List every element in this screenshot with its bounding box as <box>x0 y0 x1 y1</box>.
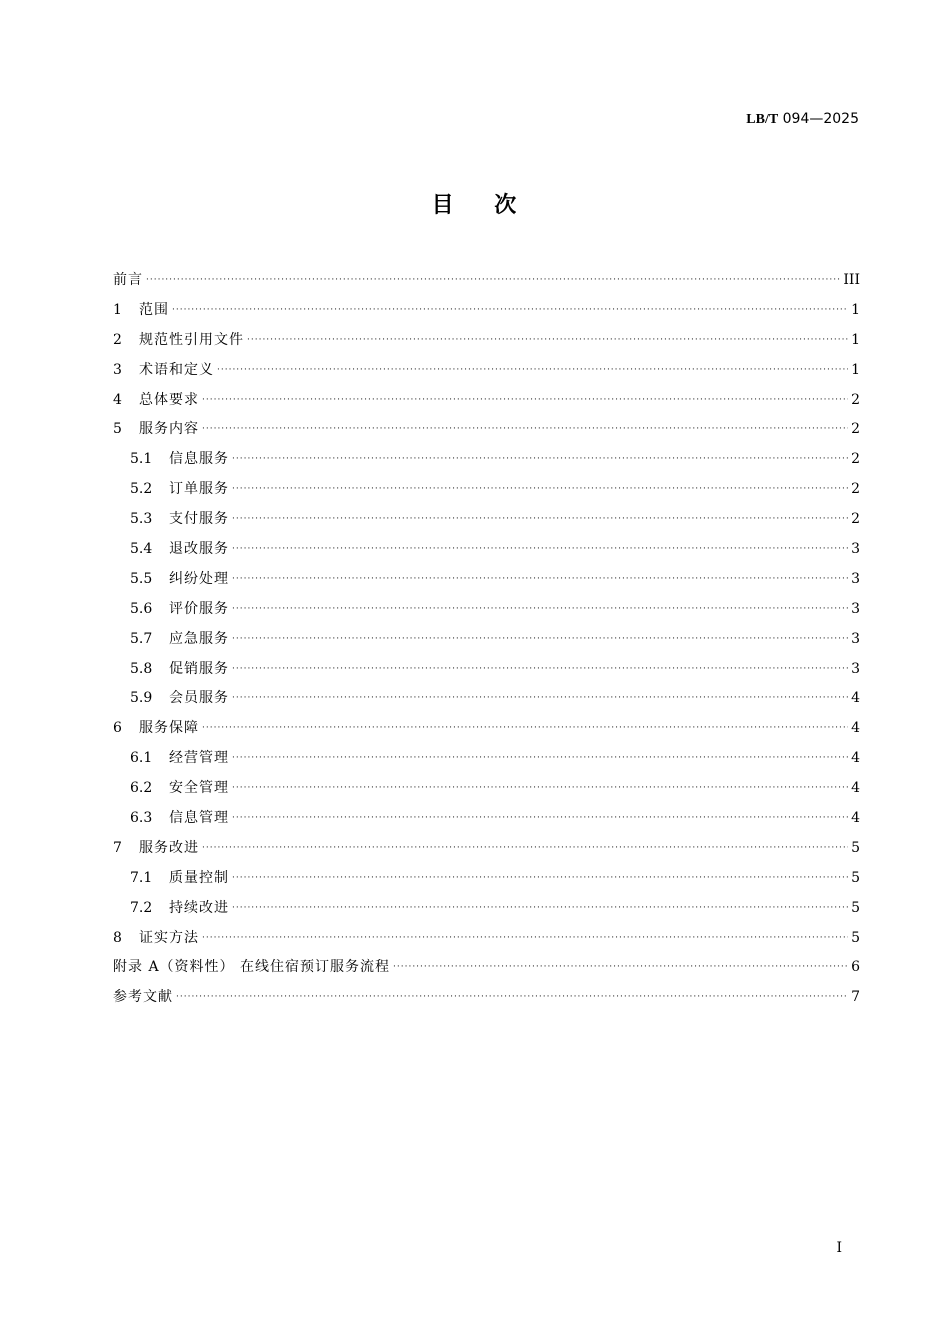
toc-entry-5[interactable] <box>113 414 860 444</box>
toc-page-number: III <box>843 271 860 288</box>
toc-number: 6 <box>113 720 122 737</box>
toc-page-number: 6 <box>851 959 860 976</box>
toc-number: 5 <box>113 421 122 438</box>
toc-leader-dots <box>176 987 848 1007</box>
toc-number: 7.1 <box>130 869 153 886</box>
toc-page-number: 4 <box>851 750 860 767</box>
toc-page-number: 2 <box>851 391 860 408</box>
toc-page-number: 5 <box>851 839 860 856</box>
toc-leader-dots <box>232 569 848 589</box>
toc-label: 订单服务 <box>169 481 229 498</box>
toc-entry-7-1[interactable] <box>113 863 860 893</box>
toc-leader-dots <box>232 868 848 888</box>
toc-page-number: 3 <box>851 600 860 617</box>
toc-entry-5-4[interactable] <box>113 534 860 564</box>
toc-entry-5-5[interactable] <box>113 564 860 594</box>
toc-leader-dots <box>172 300 848 320</box>
toc-label: 支付服务 <box>169 511 229 528</box>
page-number: I <box>836 1240 842 1256</box>
toc-leader-dots <box>232 688 848 708</box>
toc-page-number: 1 <box>851 331 860 348</box>
toc-leader-dots <box>217 360 848 380</box>
toc-page-number: 4 <box>851 780 860 797</box>
toc-label: 服务保障 <box>139 720 199 737</box>
toc-page-number: 3 <box>851 660 860 677</box>
toc-page-number: 3 <box>851 540 860 557</box>
toc-entry-5-9[interactable] <box>113 683 860 713</box>
toc-entry-6[interactable] <box>113 713 860 743</box>
toc-label: 持续改进 <box>169 899 229 916</box>
toc-leader-dots <box>232 629 848 649</box>
toc-label: 纠纷处理 <box>169 570 229 587</box>
toc-leader-dots <box>202 838 848 858</box>
toc-label: 范围 <box>139 301 169 318</box>
toc-label: 服务改进 <box>139 839 199 856</box>
toc-leader-dots <box>247 330 848 350</box>
toc-entry-5-8[interactable] <box>113 654 860 684</box>
toc-leader-dots <box>232 898 848 918</box>
page-title: 目 次 <box>431 193 519 218</box>
toc-entry-7-2[interactable] <box>113 893 860 923</box>
toc-number: 2 <box>113 331 122 348</box>
toc-entry-bibliography[interactable] <box>113 982 860 1012</box>
toc-label: 证实方法 <box>139 929 199 946</box>
toc-entry-8[interactable] <box>113 923 860 953</box>
toc-label: 促销服务 <box>169 660 229 677</box>
toc-label: 参考文献 <box>113 989 173 1006</box>
toc-entry-5-1[interactable] <box>113 444 860 474</box>
toc-entry-4[interactable] <box>113 385 860 415</box>
toc-page-number: 5 <box>851 929 860 946</box>
toc-page-number: 4 <box>851 809 860 826</box>
toc-page-number: 1 <box>851 361 860 378</box>
toc-number: 7.2 <box>130 899 153 916</box>
toc-number: 5.4 <box>130 540 153 557</box>
toc-page-number: 3 <box>851 570 860 587</box>
toc-number: 1 <box>113 301 122 318</box>
toc-leader-dots <box>202 928 848 948</box>
toc-label: 服务内容 <box>139 421 199 438</box>
toc-page-number: 5 <box>851 899 860 916</box>
toc-label: 会员服务 <box>169 690 229 707</box>
table-of-contents <box>113 265 860 1012</box>
toc-entry-3[interactable] <box>113 355 860 385</box>
toc-number: 6.3 <box>130 809 153 826</box>
toc-leader-dots <box>232 599 848 619</box>
toc-leader-dots <box>232 509 848 529</box>
toc-entry-1[interactable] <box>113 295 860 325</box>
toc-leader-dots <box>232 449 848 469</box>
toc-entry-foreword[interactable] <box>113 265 860 295</box>
toc-page-number: 7 <box>851 989 860 1006</box>
toc-leader-dots <box>393 957 848 977</box>
toc-label: 评价服务 <box>169 600 229 617</box>
toc-entry-6-1[interactable] <box>113 743 860 773</box>
toc-leader-dots <box>232 808 848 828</box>
toc-entry-5-3[interactable] <box>113 504 860 534</box>
toc-label: 安全管理 <box>169 780 229 797</box>
toc-page-number: 4 <box>851 720 860 737</box>
toc-number: 6.1 <box>130 750 153 767</box>
toc-entry-7[interactable] <box>113 833 860 863</box>
toc-number: 5.6 <box>130 600 153 617</box>
toc-number: 4 <box>113 391 122 408</box>
toc-page-number: 1 <box>851 301 860 318</box>
toc-entry-6-2[interactable] <box>113 773 860 803</box>
toc-page-number: 3 <box>851 630 860 647</box>
toc-number: 5.5 <box>130 570 153 587</box>
toc-leader-dots <box>202 419 848 439</box>
toc-leader-dots <box>232 778 848 798</box>
toc-label: 规范性引用文件 <box>139 331 244 348</box>
toc-leader-dots <box>202 390 848 410</box>
toc-page-number: 5 <box>851 869 860 886</box>
toc-number: 8 <box>113 929 122 946</box>
toc-label: 总体要求 <box>139 391 199 408</box>
toc-leader-dots <box>202 718 848 738</box>
toc-number: 5.3 <box>130 511 153 528</box>
toc-number: 7 <box>113 839 122 856</box>
toc-leader-dots <box>146 270 840 290</box>
toc-page-number: 2 <box>851 481 860 498</box>
toc-entry-5-6[interactable] <box>113 594 860 624</box>
toc-entry-2[interactable] <box>113 325 860 355</box>
toc-label: 附录 A（资料性） 在线住宿预订服务流程 <box>113 959 391 976</box>
toc-label: 信息管理 <box>169 809 229 826</box>
standard-prefix: LB/T <box>746 112 779 127</box>
toc-page-number: 2 <box>851 511 860 528</box>
toc-number: 6.2 <box>130 780 153 797</box>
standard-code <box>746 109 859 130</box>
toc-entry-appendix-a[interactable] <box>113 952 860 982</box>
toc-entry-5-2[interactable] <box>113 474 860 504</box>
toc-page-number: 4 <box>851 690 860 707</box>
toc-entry-5-7[interactable] <box>113 624 860 654</box>
toc-label: 信息服务 <box>169 451 229 468</box>
toc-label: 退改服务 <box>169 540 229 557</box>
toc-label: 应急服务 <box>169 630 229 647</box>
toc-number: 5.8 <box>130 660 153 677</box>
toc-page-number: 2 <box>851 451 860 468</box>
toc-leader-dots <box>232 479 848 499</box>
toc-leader-dots <box>232 539 848 559</box>
toc-label: 质量控制 <box>169 869 229 886</box>
toc-number: 3 <box>113 361 122 378</box>
toc-label: 经营管理 <box>169 750 229 767</box>
standard-number: 094—2025 <box>782 111 859 127</box>
toc-number: 5.9 <box>130 690 153 707</box>
toc-leader-dots <box>232 659 848 679</box>
toc-number: 5.1 <box>130 451 153 468</box>
toc-label: 前言 <box>113 271 143 288</box>
toc-label: 术语和定义 <box>139 361 214 378</box>
toc-number: 5.2 <box>130 481 153 498</box>
toc-leader-dots <box>232 748 848 768</box>
toc-page-number: 2 <box>851 421 860 438</box>
toc-number: 5.7 <box>130 630 153 647</box>
toc-entry-6-3[interactable] <box>113 803 860 833</box>
